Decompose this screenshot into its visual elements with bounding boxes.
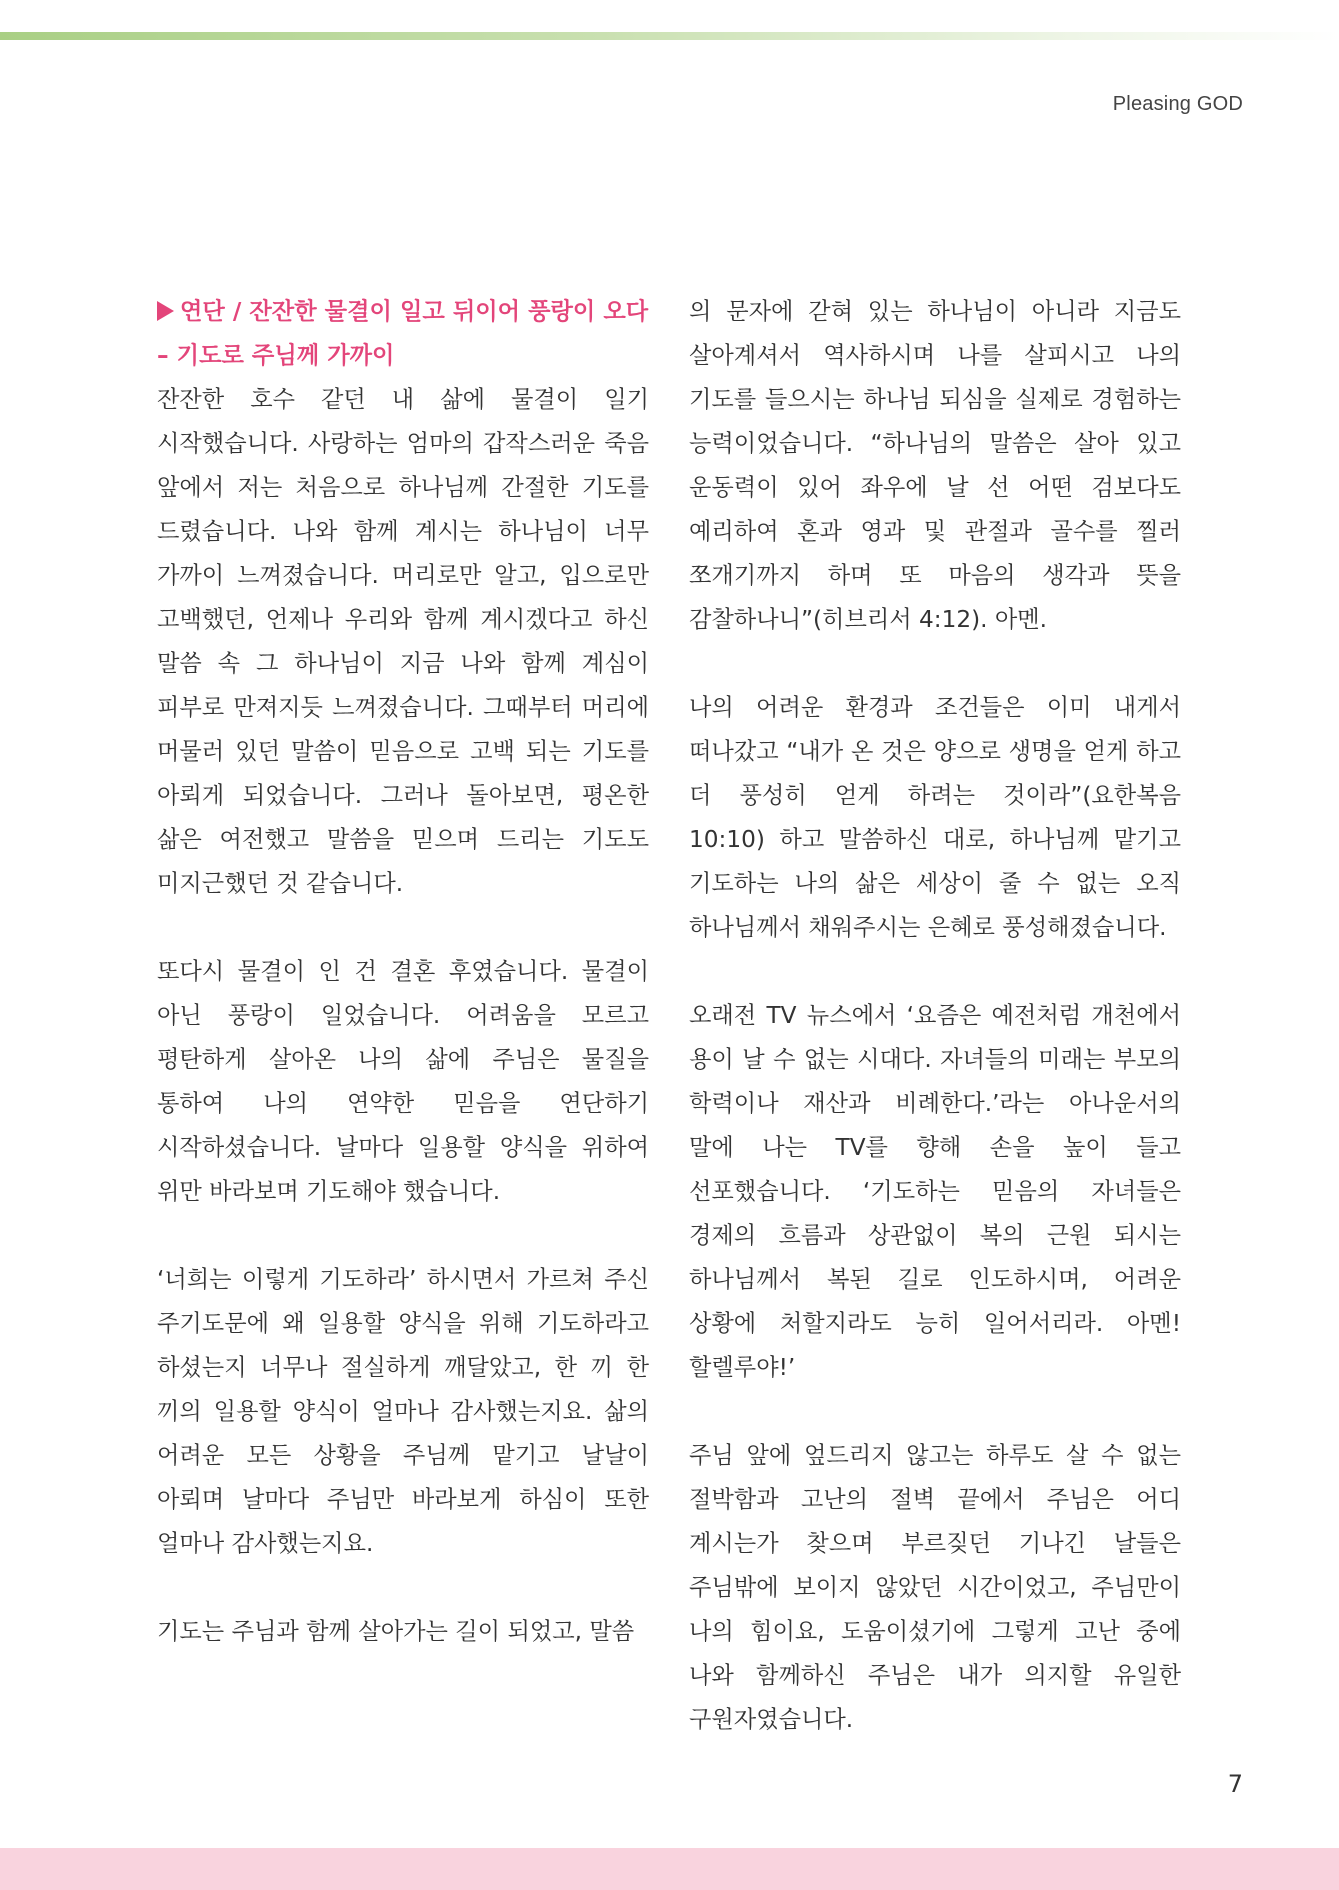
body-paragraph: 또다시 물결이 인 건 결혼 후였습니다. 물결이 아닌 풍랑이 일었습니다. 어려움을 모르고 평탄하게 살아온 나의 삶에 주님은 물질을 통하여 나의 연약한 믿음을 연단하기 시작하셨습니다. 날마다 일용할 양식을 위하여 위만 바라보며 기도해야 했습니다. [157, 958, 649, 1205]
paragraph-gap [157, 1566, 649, 1610]
page-number: 7 [1227, 1770, 1243, 1798]
body-paragraph: ‘너희는 이렇게 기도하라’ 하시면서 가르쳐 주신 주기도문에 왜 일용할 양식을 위해 기도하라고 하셨는지 너무나 절실하게 깨달았고, 한 끼 한 끼의 일용할 양식이 얼마나 감사했는지요. 삶의 어려운 모든 상황을 주님께 맡기고 날날이 아뢰며 날마다 주님만 바라보게 하심이 또한 얼마나 감사했는지요. [157, 1266, 649, 1557]
paragraph-gap [689, 642, 1181, 686]
paragraph-gap [689, 950, 1181, 994]
body-paragraph: 주님 앞에 엎드리지 않고는 하루도 살 수 없는 절박함과 고난의 절벽 끝에서 주님은 어디 계시는가 찾으며 부르짖던 기나긴 날들은 주님밖에 보이지 않았던 시간이었고, 주님만이 나의 힘이요, 도움이셨기에 그렇게 고난 중에 나와 함께하신 주님은 내가 의지할 유일한 구원자였습니다. [689, 1442, 1181, 1733]
paragraph-gap [157, 1214, 649, 1258]
triangle-bullet-icon [157, 301, 174, 321]
section-heading-line1: 연단 / 잔잔한 물결이 일고 뒤이어 풍랑이 오다 [180, 298, 649, 325]
body-paragraph: 오래전 TV 뉴스에서 ‘요즘은 예전처럼 개천에서 용이 날 수 없는 시대다. 자녀들의 미래는 부모의 학력이나 재산과 비례한다.’라는 아나운서의 말에 나는 TV를 향해 손을 높이 들고 선포했습니다. ‘기도하는 믿음의 자녀들은 경제의 흐름과 상관없이 복의 근원 되시는 하나님께서 복된 길로 인도하시며, 어려운 상황에 처할지라도 능히 일어서리라. 아멘! 할렐루야!’ [689, 1002, 1181, 1381]
left-column [157, 290, 649, 1654]
bottom-decorative-band [0, 1848, 1339, 1890]
body-paragraph: 기도는 주님과 함께 살아가는 길이 되었고, 말씀 [157, 1618, 635, 1645]
body-paragraph: 잔잔한 호수 같던 내 삶에 물결이 일기 시작했습니다. 사랑하는 엄마의 갑작스러운 죽음 앞에서 저는 처음으로 하나님께 간절한 기도를 드렸습니다. 나와 함께 계시는 하나님이 너무 가까이 느껴졌습니다. 머리로만 알고, 입으로만 고백했던, 언제나 우리와 함께 계시겠다고 하신 말씀 속 그 하나님이 지금 나와 함께 계심이 피부로 만져지듯 느껴졌습니다. 그때부터 머리에 머물러 있던 말씀이 믿음으로 고백 되는 기도를 아뢰게 되었습니다. 그러나 돌아보면, 평온한 삶은 여전했고 말씀을 믿으며 드리는 기도도 미지근했던 것 같습니다. [157, 386, 649, 897]
running-header-title: Pleasing GOD [1112, 93, 1243, 115]
paragraph-gap [157, 906, 649, 950]
body-paragraph: 나의 어려운 환경과 조건들은 이미 내게서 떠나갔고 “내가 온 것은 양으로 생명을 얻게 하고 더 풍성히 얻게 하려는 것이라”(요한복음 10:10) 하고 말씀하신 대로, 하나님께 맡기고 기도하는 나의 삶은 세상이 줄 수 없는 오직 하나님께서 채워주시는 은혜로 풍성해졌습니다. [689, 694, 1181, 941]
paragraph-gap [689, 1390, 1181, 1434]
right-column [689, 290, 1181, 1742]
section-heading [157, 290, 649, 334]
body-paragraph: 의 문자에 갇혀 있는 하나님이 아니라 지금도 살아계셔서 역사하시며 나를 살피시고 나의 기도를 들으시는 하나님 되심을 실제로 경험하는 능력이었습니다. “하나님의 말씀은 살아 있고 운동력이 있어 좌우에 날 선 어떤 검보다도 예리하여 혼과 영과 및 관절과 골수를 찔러 쪼개기까지 하며 또 마음의 생각과 뜻을 감찰하나니”(히브리서 4:12). 아멘. [689, 298, 1181, 633]
section-heading-line2: – 기도로 주님께 가까이 [157, 342, 395, 369]
top-decorative-rule [0, 32, 1339, 40]
